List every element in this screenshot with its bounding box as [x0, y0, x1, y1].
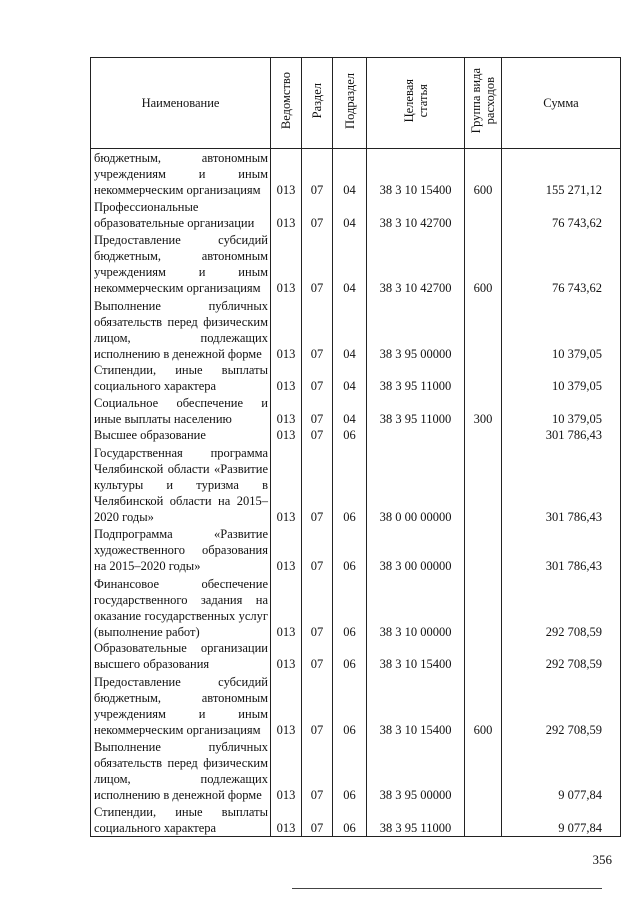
- row-razdel: 07: [302, 394, 333, 427]
- header-group: Группа вида расходов: [465, 58, 502, 149]
- row-name: Профессиональные образовательные организации: [91, 198, 271, 231]
- row-group: [465, 525, 502, 574]
- row-razdel: 07: [302, 362, 333, 395]
- table-row: [91, 149, 621, 199]
- row-target: 38 3 95 11000: [367, 394, 465, 427]
- row-sum: 9 077,84: [502, 803, 621, 836]
- table-row: [91, 640, 621, 673]
- table-row: [91, 443, 621, 525]
- row-razdel: 07: [302, 525, 333, 574]
- row-razdel: 07: [302, 443, 333, 525]
- row-target: 38 3 10 15400: [367, 672, 465, 737]
- header-sum: Сумма: [502, 58, 621, 149]
- row-target: 38 3 10 42700: [367, 231, 465, 296]
- row-target: 38 3 95 11000: [367, 362, 465, 395]
- row-razdel: 07: [302, 149, 333, 199]
- row-sum: 301 786,43: [502, 525, 621, 574]
- row-sum: 9 077,84: [502, 738, 621, 803]
- row-sum: 10 379,05: [502, 362, 621, 395]
- row-vedomstvo: 013: [271, 738, 302, 803]
- page-number: 356: [592, 852, 612, 867]
- row-sum: 292 708,59: [502, 574, 621, 639]
- row-sum: 76 743,62: [502, 231, 621, 296]
- row-sum: 155 271,12: [502, 149, 621, 199]
- row-vedomstvo: 013: [271, 443, 302, 525]
- row-name: Предоставление субсидий бюджетным, автономным учреждениям и иным некоммерческим организациям: [91, 231, 271, 296]
- header-name: Наименование: [91, 58, 271, 149]
- row-vedomstvo: 013: [271, 525, 302, 574]
- row-name: Государственная программа Челябинской области «Развитие культуры и туризма в Челябинской области на 2015–2020 годы»: [91, 443, 271, 525]
- footer-divider: [292, 888, 602, 889]
- row-vedomstvo: 013: [271, 231, 302, 296]
- row-vedomstvo: 013: [271, 574, 302, 639]
- row-razdel: 07: [302, 198, 333, 231]
- table-body: [91, 149, 621, 837]
- budget-table: [90, 57, 621, 837]
- row-razdel: 07: [302, 803, 333, 836]
- header-podrazdel: Подраздел: [333, 58, 367, 149]
- row-target: 38 3 95 11000: [367, 803, 465, 836]
- table-row: [91, 394, 621, 427]
- row-vedomstvo: 013: [271, 296, 302, 361]
- table-row: [91, 738, 621, 803]
- row-name: бюджетным, автономным учреждениям и иным некоммерческим организациям: [91, 149, 271, 199]
- row-razdel: 07: [302, 574, 333, 639]
- row-name: Подпрограмма «Развитие художественного образования на 2015–2020 годы»: [91, 525, 271, 574]
- table-row: [91, 231, 621, 296]
- row-group: [465, 362, 502, 395]
- row-podrazdel: 06: [333, 640, 367, 673]
- row-razdel: 07: [302, 296, 333, 361]
- row-razdel: 07: [302, 640, 333, 673]
- row-vedomstvo: 013: [271, 672, 302, 737]
- row-vedomstvo: 013: [271, 427, 302, 443]
- table-row: [91, 362, 621, 395]
- row-target: 38 3 10 15400: [367, 640, 465, 673]
- row-podrazdel: 06: [333, 427, 367, 443]
- row-name: Выполнение публичных обязательств перед физическим лицом, подлежащих исполнению в денежной форме: [91, 296, 271, 361]
- row-podrazdel: 06: [333, 443, 367, 525]
- row-razdel: 07: [302, 738, 333, 803]
- row-target: 38 0 00 00000: [367, 443, 465, 525]
- row-target: 38 3 10 15400: [367, 149, 465, 199]
- table-row: [91, 427, 621, 443]
- row-razdel: 07: [302, 231, 333, 296]
- row-podrazdel: 06: [333, 672, 367, 737]
- header-vedomstvo: Ведомство: [271, 58, 302, 149]
- table-row: [91, 672, 621, 737]
- row-group: 300: [465, 394, 502, 427]
- table-header-row: [91, 58, 621, 149]
- row-vedomstvo: 013: [271, 803, 302, 836]
- row-group: [465, 803, 502, 836]
- row-name: Социальное обеспечение и иные выплаты населению: [91, 394, 271, 427]
- row-group: [465, 640, 502, 673]
- row-group: [465, 443, 502, 525]
- row-podrazdel: 04: [333, 198, 367, 231]
- row-sum: 10 379,05: [502, 296, 621, 361]
- row-name: Финансовое обеспечение государственного задания на оказание государственных услуг (выполнение работ): [91, 574, 271, 639]
- row-sum: 301 786,43: [502, 427, 621, 443]
- row-vedomstvo: 013: [271, 198, 302, 231]
- row-sum: 76 743,62: [502, 198, 621, 231]
- table-row: [91, 296, 621, 361]
- row-name: Высшее образование: [91, 427, 271, 443]
- row-name: Стипендии, иные выплаты социального характера: [91, 362, 271, 395]
- row-podrazdel: 04: [333, 296, 367, 361]
- row-target: 38 3 95 00000: [367, 738, 465, 803]
- row-name: Предоставление субсидий бюджетным, автономным учреждениям и иным некоммерческим организациям: [91, 672, 271, 737]
- row-name: Образовательные организации высшего образования: [91, 640, 271, 673]
- row-razdel: 07: [302, 427, 333, 443]
- row-group: [465, 574, 502, 639]
- row-sum: 10 379,05: [502, 394, 621, 427]
- header-target: Целевая статья: [367, 58, 465, 149]
- row-podrazdel: 04: [333, 231, 367, 296]
- row-podrazdel: 06: [333, 803, 367, 836]
- row-podrazdel: 06: [333, 574, 367, 639]
- row-target: 38 3 10 42700: [367, 198, 465, 231]
- row-podrazdel: 04: [333, 362, 367, 395]
- row-group: [465, 738, 502, 803]
- row-podrazdel: 06: [333, 738, 367, 803]
- row-vedomstvo: 013: [271, 362, 302, 395]
- row-group: 600: [465, 149, 502, 199]
- row-sum: 301 786,43: [502, 443, 621, 525]
- row-group: 600: [465, 672, 502, 737]
- row-vedomstvo: 013: [271, 394, 302, 427]
- table-row: [91, 198, 621, 231]
- table-row: [91, 803, 621, 836]
- row-group: [465, 198, 502, 231]
- row-target: [367, 427, 465, 443]
- table-row: [91, 574, 621, 639]
- row-sum: 292 708,59: [502, 640, 621, 673]
- row-vedomstvo: 013: [271, 640, 302, 673]
- row-name: Выполнение публичных обязательств перед физическим лицом, подлежащих исполнению в денежной форме: [91, 738, 271, 803]
- row-target: 38 3 10 00000: [367, 574, 465, 639]
- row-podrazdel: 04: [333, 149, 367, 199]
- row-podrazdel: 04: [333, 394, 367, 427]
- row-group: [465, 296, 502, 361]
- row-sum: 292 708,59: [502, 672, 621, 737]
- header-razdel: Раздел: [302, 58, 333, 149]
- row-group: 600: [465, 231, 502, 296]
- row-name: Стипендии, иные выплаты социального характера: [91, 803, 271, 836]
- row-target: 38 3 00 00000: [367, 525, 465, 574]
- table-row: [91, 525, 621, 574]
- row-target: 38 3 95 00000: [367, 296, 465, 361]
- row-vedomstvo: 013: [271, 149, 302, 199]
- row-group: [465, 427, 502, 443]
- row-razdel: 07: [302, 672, 333, 737]
- row-podrazdel: 06: [333, 525, 367, 574]
